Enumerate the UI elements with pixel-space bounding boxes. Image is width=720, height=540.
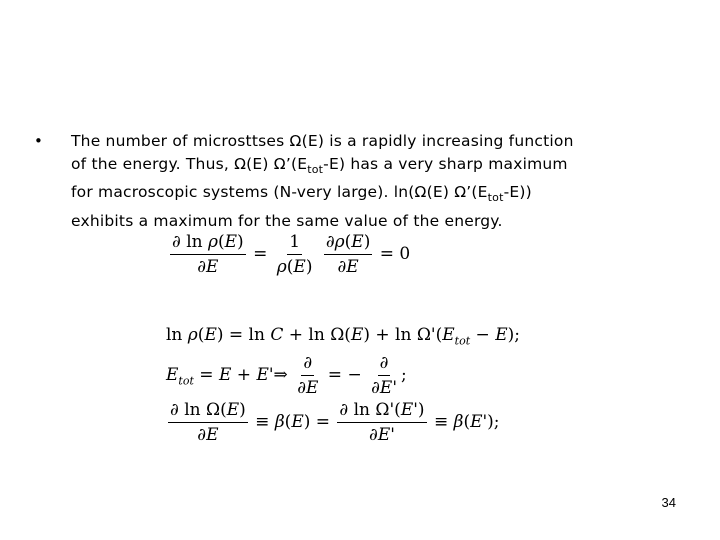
paragraph-line-3: for macroscopic systems (N-very large). ln(Ω(E) $\Omega’(E_{tot}-E)$) <box>71 183 532 205</box>
equation-derivative-zero: $\frac{\text{∂ ln ρ(E)}}{\partial E}$ = $\frac{1}{\rho(E)}$ $\frac{\partial\rho(E)}{\partial E}$ = 0 <box>172 232 411 277</box>
equation-total-energy: $E_{tot} = E$ + E'⇒ $\frac{\partial}{\partial E}$ = − $\frac{\partial}{\partial E'}$ ; <box>166 353 407 398</box>
bullet-symbol: • <box>34 132 43 150</box>
bullet-paragraph <box>71 130 631 232</box>
equation-beta: $\frac{\text{∂ ln Ω(E)}}{\partial E}$ ≡ β(E) = $\frac{\text{∂ ln Ω'(E')}}{\partial E'}$ ≡ β(E'); <box>170 400 500 445</box>
equation-log-rho: $\ln \rho(E) = \ln C + \ln \Omega(E) + \ln \Omega'(E_{tot} - E)$; <box>166 325 520 348</box>
paragraph-line-1: The number of microsttses Ω(E) is a rapidly increasing function <box>71 132 574 150</box>
page-number: 34 <box>661 495 676 510</box>
paragraph-line-2: of the energy. Thus, Ω(E) $\Omega’(E_{tot}-E)$ has a very sharp maximum <box>71 154 568 176</box>
paragraph-line-4: exhibits a maximum for the same value of the energy. <box>71 211 503 230</box>
